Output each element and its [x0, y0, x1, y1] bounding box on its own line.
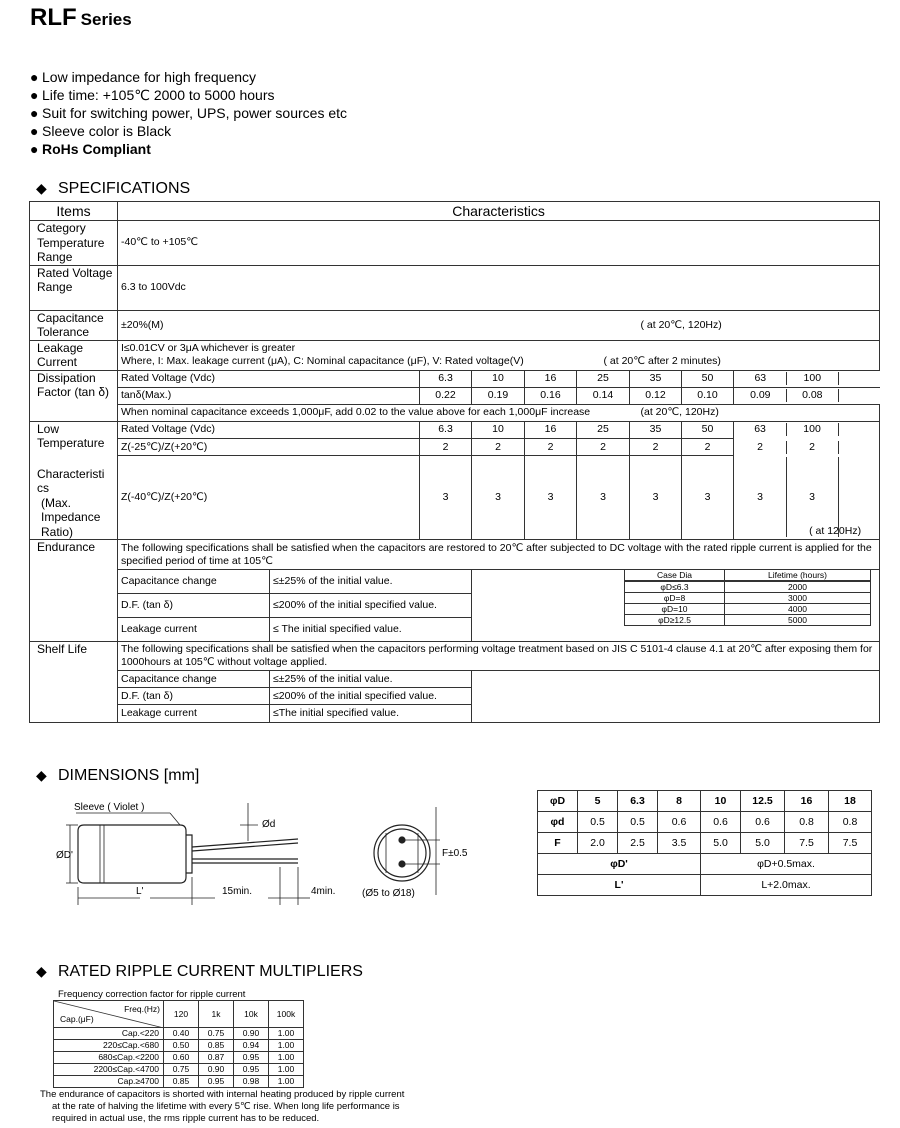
low-temp-item: Low Temperature Characteristi cs (Max. Impedance Ratio): [30, 421, 118, 540]
table-row: Case Dia Lifetime (hours): [625, 570, 871, 582]
diamond-icon: ◆: [36, 963, 47, 979]
range-label: (Ø5 to Ø18): [362, 888, 415, 899]
d-label: Ød: [262, 819, 276, 830]
rated-voltage-item: Rated Voltage Range: [30, 265, 118, 310]
feature-item: ● Suit for switching power, UPS, power sources etc: [30, 105, 348, 121]
table-row: Z(-40℃)/Z(+20℃) 3 3 3 3 3 3 3 3 ( at 120Hz): [30, 456, 880, 540]
items-header: Items: [30, 202, 118, 221]
bullet-icon: ●: [30, 69, 39, 85]
diag-header: Freq.(Hz) Cap.(μF): [54, 1001, 164, 1028]
bullet-icon: ●: [30, 105, 39, 121]
cap-tolerance-item: Capacitance Tolerance: [30, 310, 118, 340]
bullet-icon: ●: [30, 87, 39, 103]
leakage-item: Leakage Current: [30, 340, 118, 370]
capacitor-drawing: [40, 795, 510, 910]
feature-item: ● Low impedance for high frequency: [30, 69, 257, 85]
table-row: φD' φD+0.5max.: [538, 854, 872, 875]
table-row: Capacitance change ≤±25% of the initial value.: [30, 570, 880, 594]
table-row: Leakage current ≤The initial specified value.: [30, 705, 880, 723]
specifications-table: [29, 201, 880, 723]
leakage-value: I≤0.01CV or 3μA whichever is greater Where, I: Max. leakage current (μA), C: Nominal capacitance (μF), V: Rated voltage(V) ( at 20℃ after 2 minutes): [118, 340, 880, 370]
df-tan-label: tanδ(Max.): [118, 387, 420, 404]
table-row: D.F. (tan δ) ≤200% of the initial specified value.: [30, 688, 880, 705]
table-row: [30, 404, 880, 421]
table-row: [30, 265, 880, 310]
ripple-table-title: Frequency correction factor for ripple current: [58, 989, 246, 1000]
table-row: [30, 340, 880, 370]
df-note: When nominal capacitance exceeds 1,000μF, add 0.02 to the value above for each 1,000μF increase (at 20℃, 120Hz): [118, 404, 880, 421]
table-row: tanδ(Max.) 0.22 0.19 0.16 0.14 0.12 0.10 0.09 0.08: [30, 387, 880, 404]
table-row: 680≤Cap.<2200 0.60 0.87 0.95 1.00: [54, 1052, 304, 1064]
table-row: Capacitance change ≤±25% of the initial value.: [30, 671, 880, 688]
table-row: Low Temperature Characteristi cs (Max. Impedance Ratio) Rated Voltage (Vdc) 6.3 10 16 25 35 50 63 100: [30, 421, 880, 438]
lifetime-table: [624, 569, 871, 626]
table-row: Cap.<220 0.40 0.75 0.90 1.00: [54, 1028, 304, 1040]
table-row: φD 5 6.3 8 10 12.5 16 18: [538, 791, 872, 812]
table-row: [30, 202, 880, 221]
table-row: [30, 221, 880, 266]
page-title: [30, 4, 132, 32]
table-row: φD=8 3000: [625, 593, 871, 604]
table-row: 2200≤Cap.<4700 0.75 0.90 0.95 1.00: [54, 1064, 304, 1076]
bullet-icon: ●: [30, 141, 39, 157]
feature-item: ● Life time: +105℃ 2000 to 5000 hours: [30, 87, 275, 103]
table-row: L' L+2.0max.: [538, 875, 872, 896]
dimensions-heading: ◆ DIMENSIONS [mm]: [36, 767, 200, 784]
table-row: φd 0.5 0.5 0.6 0.6 0.6 0.8 0.8: [538, 812, 872, 833]
table-row: [30, 310, 880, 340]
ripple-table: [53, 1000, 304, 1088]
diamond-icon: ◆: [36, 767, 47, 783]
low-temp-cond: ( at 120Hz): [809, 525, 862, 537]
category-temp-value: -40℃ to +105℃: [118, 221, 880, 266]
rated-voltage-value: 6.3 to 100Vdc: [118, 265, 880, 310]
category-temp-item: Category Temperature Range: [30, 221, 118, 266]
table-row: Freq.(Hz) Cap.(μF) 120 1k 10k 100k: [54, 1001, 304, 1028]
dimension-table: [537, 790, 872, 896]
bullet-icon: ●: [30, 123, 39, 139]
table-row: Leakage current ≤ The initial specified value.: [30, 618, 880, 642]
shelf-life-item: Shelf Life: [30, 642, 118, 723]
table-row: Cap.≥4700 0.85 0.95 0.98 1.00: [54, 1076, 304, 1088]
table-row: D.F. (tan δ) ≤200% of the initial specified value.: [30, 594, 880, 618]
f-label: F±0.5: [442, 848, 468, 859]
sleeve-label: Sleeve ( Violet ): [74, 802, 145, 813]
ripple-note: The endurance of capacitors is shorted with internal heating produced by ripple current at the rate of halving the lifetime with every 5℃ rise. When long life performance is required in actual use, the rms ripple current has to be reduced.: [40, 1089, 405, 1124]
series-name: RLF: [30, 4, 77, 31]
table-row: φD≥12.5 5000: [625, 615, 871, 626]
feature-item: ● Sleeve color is Black: [30, 123, 172, 139]
table-row: φD≤6.3 2000: [625, 581, 871, 593]
characteristics-header: Characteristics: [118, 202, 880, 221]
shelf-life-text: The following specifications shall be satisfied when the capacitors performing voltage treatment based on JIS C 5101-4 clause 4.1 at 20℃ after exposing them for 1000hours at 105℃ without voltage applied.: [118, 642, 880, 671]
table-row: [30, 642, 880, 671]
min4-label: 4min.: [311, 886, 336, 897]
l-label: L': [136, 886, 144, 897]
min15-label: 15min.: [222, 886, 253, 897]
table-row: φD=10 4000: [625, 604, 871, 615]
dissipation-item: Dissipation Factor (tan δ): [30, 370, 118, 421]
endurance-text: The following specifications shall be satisfied when the capacitors are restored to 20℃ after subjected to DC voltage with the rated ripple current is applied for the specified period of time at 105℃: [118, 540, 880, 570]
od-label: ØD': [56, 850, 73, 861]
df-voltage-label: Rated Voltage (Vdc): [118, 370, 420, 387]
specifications-heading: ◆ SPECIFICATIONS: [36, 180, 191, 197]
diamond-icon: ◆: [36, 180, 47, 196]
series-label: Series: [80, 10, 132, 29]
table-row: 220≤Cap.<680 0.50 0.85 0.94 1.00: [54, 1040, 304, 1052]
table-row: Dissipation Factor (tan δ) Rated Voltage (Vdc) 6.3 10 16 25 35 50 63 100: [30, 370, 880, 387]
table-row: [30, 540, 880, 570]
feature-list: [30, 68, 347, 158]
cap-tolerance-value: ±20%(M) ( at 20℃, 120Hz): [118, 310, 880, 340]
feature-item: ● RoHs Compliant: [30, 141, 151, 157]
table-row: Z(-25℃)/Z(+20℃) 2 2 2 2 2 2 2 2: [30, 438, 880, 455]
endurance-item: Endurance: [30, 540, 118, 642]
table-row: F 2.0 2.5 3.5 5.0 5.0 7.5 7.5: [538, 833, 872, 854]
ripple-heading: ◆ RATED RIPPLE CURRENT MULTIPLIERS: [36, 963, 363, 980]
